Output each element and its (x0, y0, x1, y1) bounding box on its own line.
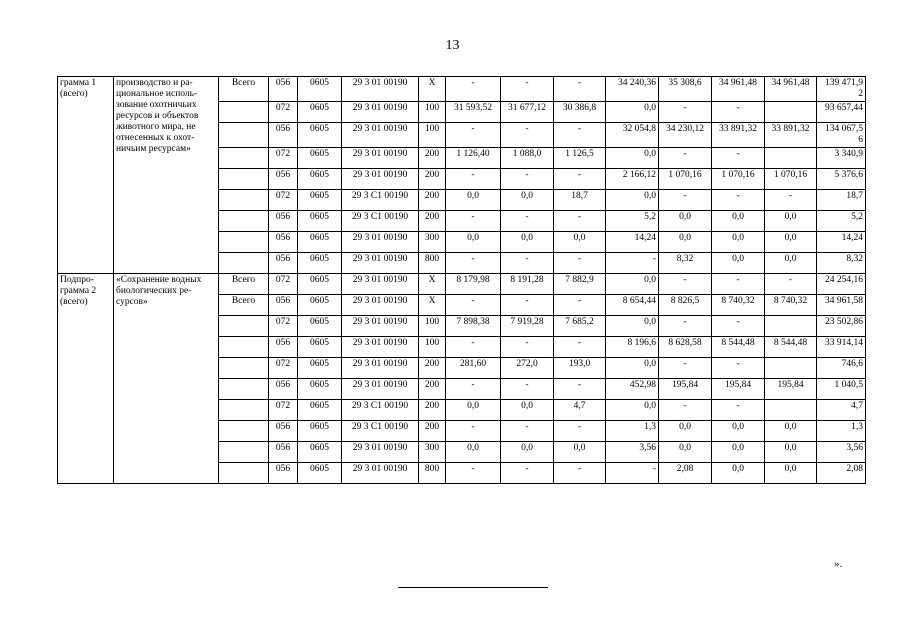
section-code-cell: 0605 (298, 190, 342, 211)
year7-value-cell: 8 544,48 (765, 337, 817, 358)
year6-value-cell: 0,0 (712, 253, 765, 274)
total-value-cell: 24 254,16 (817, 274, 866, 295)
row-label-cell (219, 123, 269, 148)
year7-value-cell: 34 961,48 (765, 77, 817, 102)
year7-value-cell: 0,0 (765, 421, 817, 442)
grbs-code-cell: 056 (269, 232, 298, 253)
year2-value-cell: 31 677,12 (501, 102, 554, 123)
grbs-code-cell: 056 (269, 442, 298, 463)
total-value-cell: 3,56 (817, 442, 866, 463)
row-label-cell (219, 400, 269, 421)
expense-type-cell: 200 (419, 190, 446, 211)
year2-value-cell: 8 191,28 (501, 274, 554, 295)
year4-value-cell: 1,3 (606, 421, 659, 442)
year3-value-cell: 4,7 (554, 400, 606, 421)
total-value-cell: 134 067,5 6 (817, 123, 866, 148)
year3-value-cell: - (554, 211, 606, 232)
year3-value-cell: - (554, 123, 606, 148)
year1-value-cell: 281,60 (446, 358, 501, 379)
row-label-cell (219, 463, 269, 484)
row-label-cell: Всего (219, 274, 269, 295)
year6-value-cell: 195,84 (712, 379, 765, 400)
section-code-cell: 0605 (298, 211, 342, 232)
row-label-cell (219, 316, 269, 337)
grbs-code-cell: 072 (269, 102, 298, 123)
target-article-cell: 29 3 01 00190 (342, 442, 419, 463)
section-code-cell: 0605 (298, 169, 342, 190)
row-label-cell (219, 232, 269, 253)
target-article-cell: 29 3 01 00190 (342, 77, 419, 102)
year6-value-cell: 8 740,32 (712, 295, 765, 316)
year4-value-cell: - (606, 463, 659, 484)
row-label-cell (219, 337, 269, 358)
grbs-code-cell: 056 (269, 123, 298, 148)
table-row (58, 274, 866, 295)
year4-value-cell: 452,98 (606, 379, 659, 400)
year5-value-cell: - (659, 190, 712, 211)
total-value-cell: 139 471,9 2 (817, 77, 866, 102)
year2-value-cell: - (501, 253, 554, 274)
year7-value-cell: 195,84 (765, 379, 817, 400)
section-code-cell: 0605 (298, 400, 342, 421)
year3-value-cell: 1 126,5 (554, 148, 606, 169)
expense-type-cell: 200 (419, 379, 446, 400)
expense-type-cell: 800 (419, 253, 446, 274)
year7-value-cell: 1 070,16 (765, 169, 817, 190)
target-article-cell: 29 3 01 00190 (342, 379, 419, 400)
section-code-cell: 0605 (298, 442, 342, 463)
year3-value-cell: - (554, 253, 606, 274)
year4-value-cell: 3,56 (606, 442, 659, 463)
year7-value-cell: 0,0 (765, 253, 817, 274)
total-value-cell: 23 502,86 (817, 316, 866, 337)
year4-value-cell: 34 240,36 (606, 77, 659, 102)
target-article-cell: 29 3 01 00190 (342, 169, 419, 190)
row-label-cell (219, 379, 269, 400)
year6-value-cell: 0,0 (712, 463, 765, 484)
year1-value-cell: 0,0 (446, 190, 501, 211)
year7-value-cell: 0,0 (765, 232, 817, 253)
target-article-cell: 29 3 01 00190 (342, 123, 419, 148)
year5-value-cell: 8 628,58 (659, 337, 712, 358)
program-name-cell: Подпро- грамма 2 (всего) (58, 274, 114, 484)
year7-value-cell (765, 316, 817, 337)
expense-type-cell: 200 (419, 358, 446, 379)
year4-value-cell: - (606, 253, 659, 274)
grbs-code-cell: 072 (269, 148, 298, 169)
year2-value-cell: - (501, 295, 554, 316)
year5-value-cell: 0,0 (659, 442, 712, 463)
row-label-cell (219, 358, 269, 379)
year1-value-cell: - (446, 211, 501, 232)
year5-value-cell: 8 826,5 (659, 295, 712, 316)
year5-value-cell: 34 230,12 (659, 123, 712, 148)
expense-type-cell: Х (419, 274, 446, 295)
year7-value-cell (765, 400, 817, 421)
year6-value-cell: - (712, 400, 765, 421)
total-value-cell: 1,3 (817, 421, 866, 442)
target-article-cell: 29 3 01 00190 (342, 337, 419, 358)
year5-value-cell: - (659, 274, 712, 295)
year6-value-cell: - (712, 358, 765, 379)
year2-value-cell: - (501, 77, 554, 102)
year1-value-cell: - (446, 463, 501, 484)
year7-value-cell: 33 891,32 (765, 123, 817, 148)
expense-type-cell: 100 (419, 123, 446, 148)
section-code-cell: 0605 (298, 232, 342, 253)
year4-value-cell: 0,0 (606, 190, 659, 211)
year3-value-cell: - (554, 77, 606, 102)
year3-value-cell: 0,0 (554, 442, 606, 463)
year6-value-cell: - (712, 316, 765, 337)
year6-value-cell: 33 891,32 (712, 123, 765, 148)
year7-value-cell (765, 148, 817, 169)
year5-value-cell: 35 308,6 (659, 77, 712, 102)
section-code-cell: 0605 (298, 148, 342, 169)
target-article-cell: 29 3 01 00190 (342, 148, 419, 169)
target-article-cell: 29 3 01 00190 (342, 295, 419, 316)
year2-value-cell: 1 088,0 (501, 148, 554, 169)
expense-type-cell: 300 (419, 442, 446, 463)
target-article-cell: 29 3 С1 00190 (342, 211, 419, 232)
year5-value-cell: - (659, 316, 712, 337)
total-value-cell: 5 376,6 (817, 169, 866, 190)
grbs-code-cell: 056 (269, 211, 298, 232)
target-article-cell: 29 3 01 00190 (342, 102, 419, 123)
year2-value-cell: - (501, 169, 554, 190)
total-value-cell: 33 914,14 (817, 337, 866, 358)
expense-type-cell: 200 (419, 148, 446, 169)
year4-value-cell: 32 054,8 (606, 123, 659, 148)
year7-value-cell: - (765, 190, 817, 211)
total-value-cell: 1 040,5 (817, 379, 866, 400)
total-value-cell: 3 340,9 (817, 148, 866, 169)
year4-value-cell: 2 166,12 (606, 169, 659, 190)
year1-value-cell: - (446, 169, 501, 190)
expense-type-cell: 200 (419, 421, 446, 442)
row-label-cell (219, 190, 269, 211)
year2-value-cell: 7 919,28 (501, 316, 554, 337)
grbs-code-cell: 056 (269, 463, 298, 484)
row-label-cell (219, 102, 269, 123)
year3-value-cell: - (554, 463, 606, 484)
target-article-cell: 29 3 С1 00190 (342, 421, 419, 442)
row-label-cell (219, 442, 269, 463)
year4-value-cell: 0,0 (606, 148, 659, 169)
section-code-cell: 0605 (298, 337, 342, 358)
total-value-cell: 2,08 (817, 463, 866, 484)
grbs-code-cell: 056 (269, 253, 298, 274)
year6-value-cell: 0,0 (712, 442, 765, 463)
expense-type-cell: 800 (419, 463, 446, 484)
table-row (58, 77, 866, 102)
expense-type-cell: 300 (419, 232, 446, 253)
section-code-cell: 0605 (298, 253, 342, 274)
target-article-cell: 29 3 01 00190 (342, 358, 419, 379)
year1-value-cell: - (446, 379, 501, 400)
year7-value-cell: 0,0 (765, 463, 817, 484)
year7-value-cell: - (765, 274, 817, 295)
section-code-cell: 0605 (298, 379, 342, 400)
row-label-cell (219, 148, 269, 169)
year6-value-cell: 1 070,16 (712, 169, 765, 190)
year4-value-cell: 8 654,44 (606, 295, 659, 316)
grbs-code-cell: 072 (269, 358, 298, 379)
grbs-code-cell: 056 (269, 337, 298, 358)
year3-value-cell: - (554, 421, 606, 442)
year1-value-cell: 8 179,98 (446, 274, 501, 295)
total-value-cell: 14,24 (817, 232, 866, 253)
expense-type-cell: 100 (419, 337, 446, 358)
footer-divider (398, 587, 548, 588)
year2-value-cell: - (501, 337, 554, 358)
year3-value-cell: - (554, 337, 606, 358)
section-code-cell: 0605 (298, 295, 342, 316)
year5-value-cell: 1 070,16 (659, 169, 712, 190)
year2-value-cell: 0,0 (501, 442, 554, 463)
year3-value-cell: 193,0 (554, 358, 606, 379)
year3-value-cell: 7 685,2 (554, 316, 606, 337)
year5-value-cell: - (659, 102, 712, 123)
year5-value-cell: 0,0 (659, 421, 712, 442)
total-value-cell: 746,6 (817, 358, 866, 379)
year6-value-cell: - (712, 102, 765, 123)
target-article-cell: 29 3 01 00190 (342, 463, 419, 484)
target-article-cell: 29 3 С1 00190 (342, 190, 419, 211)
year1-value-cell: - (446, 253, 501, 274)
year6-value-cell: 0,0 (712, 232, 765, 253)
year1-value-cell: 0,0 (446, 400, 501, 421)
year4-value-cell: 0,0 (606, 316, 659, 337)
year7-value-cell: 0,0 (765, 442, 817, 463)
grbs-code-cell: 072 (269, 274, 298, 295)
year1-value-cell: - (446, 123, 501, 148)
year3-value-cell: 0,0 (554, 232, 606, 253)
year6-value-cell: 8 544,48 (712, 337, 765, 358)
year6-value-cell: 0,0 (712, 421, 765, 442)
year6-value-cell: - (712, 190, 765, 211)
section-code-cell: 0605 (298, 102, 342, 123)
year3-value-cell: 7 882,9 (554, 274, 606, 295)
year4-value-cell: 5,2 (606, 211, 659, 232)
year4-value-cell: 14,24 (606, 232, 659, 253)
year1-value-cell: - (446, 295, 501, 316)
grbs-code-cell: 056 (269, 379, 298, 400)
section-code-cell: 0605 (298, 316, 342, 337)
total-value-cell: 5,2 (817, 211, 866, 232)
page-number: 13 (445, 38, 460, 53)
budget-table (57, 76, 866, 484)
row-label-cell (219, 253, 269, 274)
year6-value-cell: - (712, 148, 765, 169)
year1-value-cell: - (446, 337, 501, 358)
year6-value-cell: 34 961,48 (712, 77, 765, 102)
expense-type-cell: 200 (419, 211, 446, 232)
year1-value-cell: 31 593,52 (446, 102, 501, 123)
year3-value-cell: - (554, 295, 606, 316)
section-code-cell: 0605 (298, 421, 342, 442)
grbs-code-cell: 072 (269, 190, 298, 211)
year2-value-cell: - (501, 379, 554, 400)
year6-value-cell: 0,0 (712, 211, 765, 232)
total-value-cell: 93 657,44 (817, 102, 866, 123)
target-article-cell: 29 3 01 00190 (342, 316, 419, 337)
row-label-cell (219, 421, 269, 442)
year4-value-cell: 0,0 (606, 358, 659, 379)
year5-value-cell: - (659, 148, 712, 169)
year2-value-cell: - (501, 211, 554, 232)
expense-type-cell: 100 (419, 316, 446, 337)
year1-value-cell: - (446, 421, 501, 442)
year5-value-cell: 0,0 (659, 232, 712, 253)
expense-type-cell: Х (419, 77, 446, 102)
year4-value-cell: 8 196,6 (606, 337, 659, 358)
grbs-code-cell: 056 (269, 77, 298, 102)
year5-value-cell: 0,0 (659, 211, 712, 232)
year4-value-cell: 0,0 (606, 400, 659, 421)
target-article-cell: 29 3 01 00190 (342, 253, 419, 274)
year1-value-cell: 7 898,38 (446, 316, 501, 337)
year5-value-cell: - (659, 400, 712, 421)
year2-value-cell: - (501, 123, 554, 148)
expense-type-cell: 200 (419, 169, 446, 190)
year3-value-cell: - (554, 379, 606, 400)
year2-value-cell: 272,0 (501, 358, 554, 379)
year7-value-cell (765, 102, 817, 123)
grbs-code-cell: 072 (269, 316, 298, 337)
year5-value-cell: 195,84 (659, 379, 712, 400)
section-code-cell: 0605 (298, 77, 342, 102)
program-description-cell: «Сохранение водных биологических ре- сурсов» (114, 274, 219, 484)
grbs-code-cell: 056 (269, 169, 298, 190)
target-article-cell: 29 3 01 00190 (342, 274, 419, 295)
expense-type-cell: Х (419, 295, 446, 316)
year7-value-cell: 0,0 (765, 211, 817, 232)
grbs-code-cell: 056 (269, 295, 298, 316)
year2-value-cell: 0,0 (501, 232, 554, 253)
row-label-cell: Всего (219, 295, 269, 316)
year6-value-cell: - (712, 274, 765, 295)
program-name-cell: грамма 1 (всего) (58, 77, 114, 274)
year5-value-cell: 2,08 (659, 463, 712, 484)
year3-value-cell: - (554, 169, 606, 190)
year2-value-cell: - (501, 421, 554, 442)
target-article-cell: 29 3 С1 00190 (342, 400, 419, 421)
year5-value-cell: 8,32 (659, 253, 712, 274)
year2-value-cell: 0,0 (501, 400, 554, 421)
year7-value-cell: 8 740,32 (765, 295, 817, 316)
section-code-cell: 0605 (298, 123, 342, 148)
year1-value-cell: 1 126,40 (446, 148, 501, 169)
grbs-code-cell: 056 (269, 421, 298, 442)
expense-type-cell: 200 (419, 400, 446, 421)
expense-type-cell: 100 (419, 102, 446, 123)
year3-value-cell: 30 386,8 (554, 102, 606, 123)
year3-value-cell: 18,7 (554, 190, 606, 211)
year1-value-cell: 0,0 (446, 232, 501, 253)
closing-mark: ». (834, 558, 843, 570)
year1-value-cell: 0,0 (446, 442, 501, 463)
total-value-cell: 34 961,58 (817, 295, 866, 316)
year2-value-cell: 0,0 (501, 190, 554, 211)
year4-value-cell: 0,0 (606, 102, 659, 123)
total-value-cell: 4,7 (817, 400, 866, 421)
year4-value-cell: 0,0 (606, 274, 659, 295)
year1-value-cell: - (446, 77, 501, 102)
total-value-cell: 8,32 (817, 253, 866, 274)
row-label-cell: Всего (219, 77, 269, 102)
target-article-cell: 29 3 01 00190 (342, 232, 419, 253)
section-code-cell: 0605 (298, 358, 342, 379)
row-label-cell (219, 169, 269, 190)
year2-value-cell: - (501, 463, 554, 484)
year5-value-cell: - (659, 358, 712, 379)
grbs-code-cell: 072 (269, 400, 298, 421)
program-description-cell: производство и ра- циональное исполь- зование охотничьих ресурсов и объектов животного мира, не отнесенных к охот- ничьим ресурсам» (114, 77, 219, 274)
section-code-cell: 0605 (298, 463, 342, 484)
total-value-cell: 18,7 (817, 190, 866, 211)
section-code-cell: 0605 (298, 274, 342, 295)
year7-value-cell (765, 358, 817, 379)
row-label-cell (219, 211, 269, 232)
